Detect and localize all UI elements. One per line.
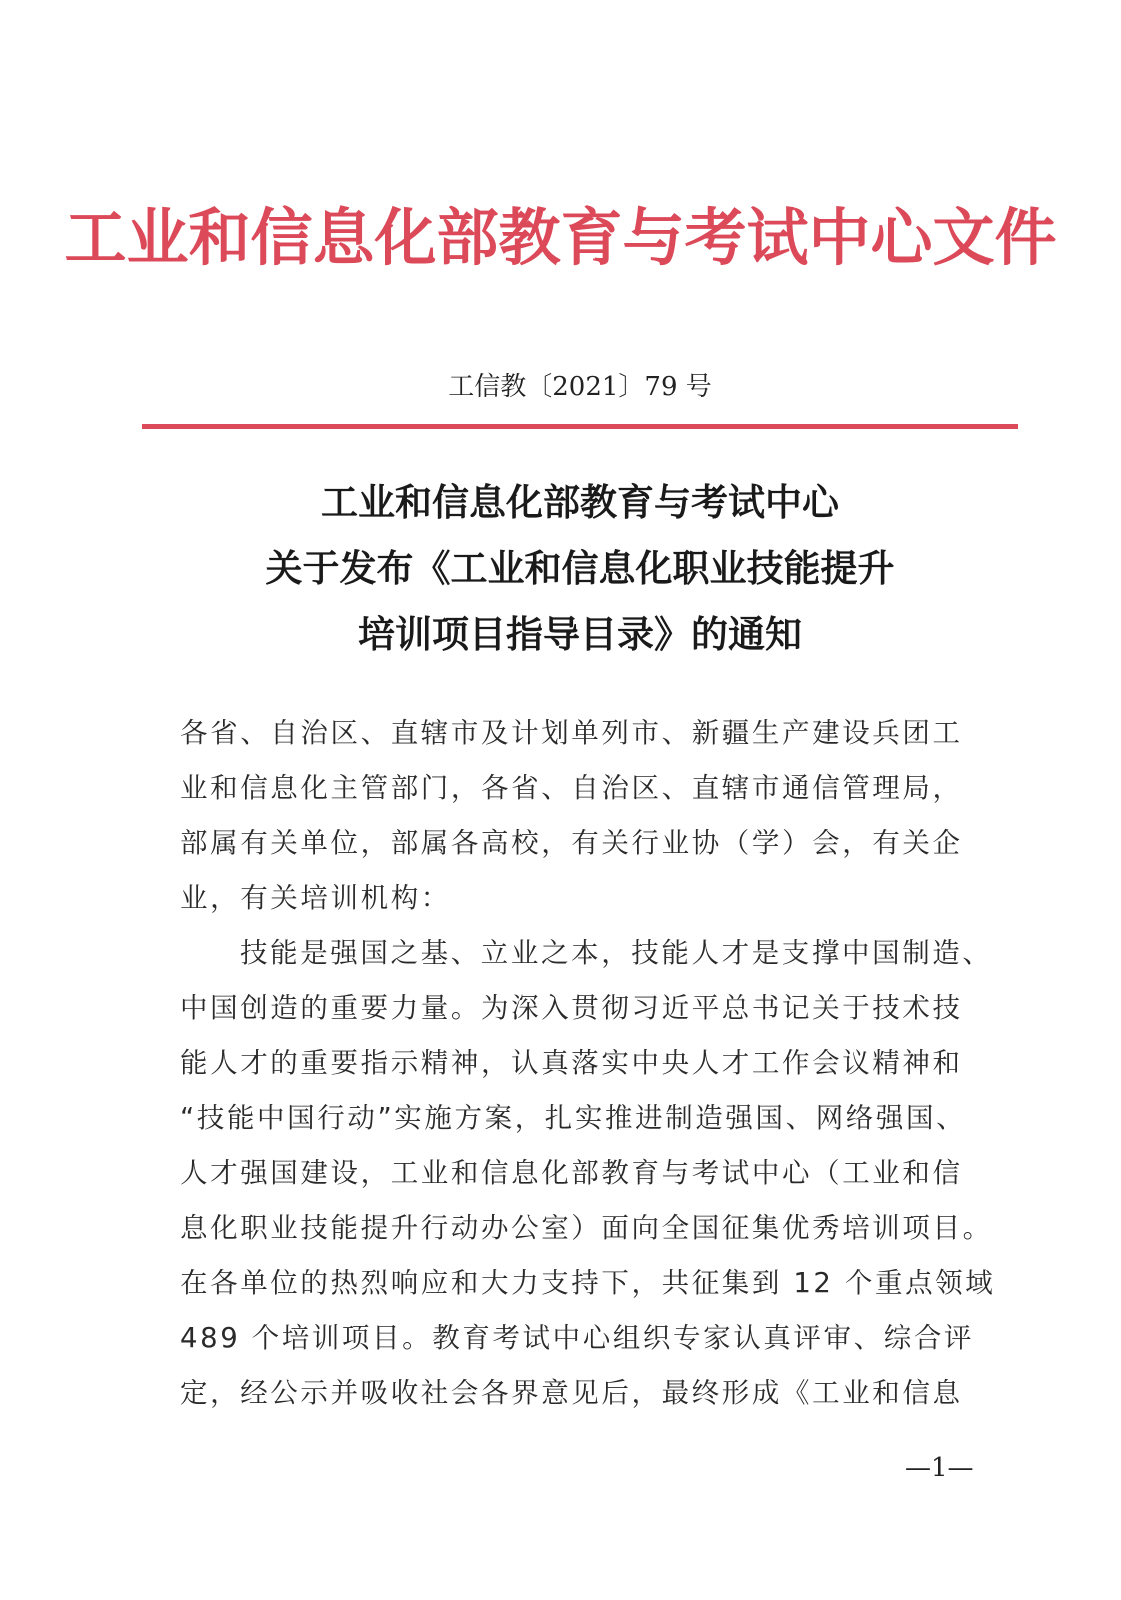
addressee-line: 业，有关培训机构： <box>180 882 451 914</box>
notice-title-line: 关于发布《工业和信息化职业技能提升 <box>265 547 895 590</box>
document-number: 工信教〔2021〕79 号 <box>448 372 712 402</box>
addressee-line: 各省、自治区、直辖市及计划单列市、新疆生产建设兵团工 <box>180 717 963 749</box>
paragraph-line: 能人才的重要指示精神，认真落实中央人才工作会议精神和 <box>180 1047 963 1079</box>
notice-title-line: 培训项目指导目录》的通知 <box>358 613 802 656</box>
paragraph-line: 489 个培训项目。教育考试中心组织专家认真评审、综合评 <box>180 1322 975 1354</box>
paragraph-line: 息化职业技能提升行动办公室）面向全国征集优秀培训项目。 <box>180 1212 993 1244</box>
notice-title-line: 工业和信息化部教育与考试中心 <box>321 481 839 524</box>
paragraph-line: 人才强国建设，工业和信息化部教育与考试中心（工业和信 <box>180 1157 963 1189</box>
paragraph-line: “技能中国行动”实施方案，扎实推进制造强国、网络强国、 <box>180 1102 967 1134</box>
document-header-title: 工业和信息化部教育与考试中心文件 <box>64 201 1057 274</box>
addressee-line: 业和信息化主管部门，各省、自治区、直辖市通信管理局， <box>180 772 963 804</box>
red-divider-rule <box>142 424 1018 429</box>
paragraph-line: 中国创造的重要力量。为深入贯彻习近平总书记关于技术技 <box>180 992 963 1024</box>
paragraph-line: 定，经公示并吸收社会各界意见后，最终形成《工业和信息 <box>180 1377 963 1409</box>
notice-title <box>0 470 1121 668</box>
addressee-line: 部属有关单位，部属各高校，有关行业协（学）会，有关企 <box>180 827 963 859</box>
paragraph-line: 在各单位的热烈响应和大力支持下，共征集到 12 个重点领域 <box>180 1267 996 1299</box>
page-number: —1— <box>905 1453 974 1483</box>
paragraph-line: 技能是强国之基、立业之本，技能人才是支撑中国制造、 <box>240 937 993 969</box>
notice-body <box>180 706 996 1421</box>
